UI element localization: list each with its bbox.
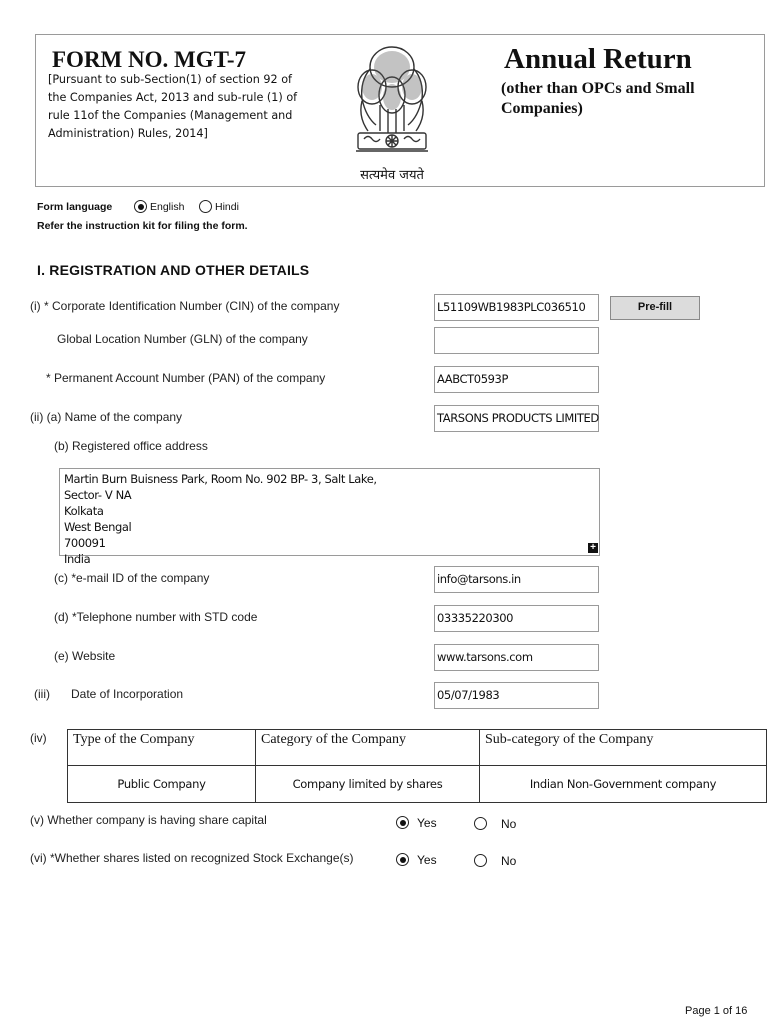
table-header-cell: Category of the Company xyxy=(256,730,480,766)
cin-label: (i) * Corporate Identification Number (CIN) of the company xyxy=(30,299,340,313)
pan-field[interactable]: AABCT0593P xyxy=(434,366,599,393)
stock-exchange-no-option[interactable] xyxy=(474,852,516,870)
stock-exchange-question: (vi) *Whether shares listed on recognized Stock Exchange(s) xyxy=(30,851,354,865)
pursuant-note xyxy=(48,71,316,143)
pursuant-line: [Pursuant to sub-Section(1) of section 92 of xyxy=(48,73,292,86)
incorporation-label: Date of Incorporation xyxy=(71,687,184,701)
no-label: No xyxy=(501,816,517,831)
share-capital-yes-option[interactable] xyxy=(396,814,437,832)
table-row xyxy=(68,766,767,803)
company-name-label: (ii) (a) Name of the company xyxy=(30,410,183,424)
company-name-field[interactable]: TARSONS PRODUCTS LIMITED xyxy=(434,405,599,432)
incorporation-date-field[interactable]: 05/07/1983 xyxy=(434,682,599,709)
address-line: India xyxy=(64,552,91,566)
yes-label: Yes xyxy=(417,852,437,867)
table-header-row xyxy=(68,730,767,766)
yes-label: Yes xyxy=(417,815,437,830)
instruction-note: Refer the instruction kit for filing the form. xyxy=(37,220,248,232)
language-option-label: Hindi xyxy=(215,200,239,213)
table-cell: Public Company xyxy=(68,766,256,803)
emblem-motto: सत्यमेव जयते xyxy=(360,168,424,183)
prefill-button[interactable]: Pre-fill xyxy=(610,296,700,320)
national-emblem-icon xyxy=(332,39,452,185)
telephone-field[interactable]: 03335220300 xyxy=(434,605,599,632)
stock-exchange-yes-option[interactable] xyxy=(396,851,437,869)
share-capital-no-option[interactable] xyxy=(474,815,516,833)
page-number: Page 1 of 16 xyxy=(685,1005,748,1017)
website-label: (e) Website xyxy=(54,649,116,663)
table-cell: Company limited by shares xyxy=(256,766,480,803)
language-option-hindi[interactable] xyxy=(199,198,239,216)
gln-field[interactable] xyxy=(434,327,599,354)
company-type-table xyxy=(67,729,767,803)
section-title: I. REGISTRATION AND OTHER DETAILS xyxy=(37,262,310,278)
company-table-number: (iv) xyxy=(30,731,47,745)
form-title: Annual Return xyxy=(504,43,692,75)
website-field[interactable]: www.tarsons.com xyxy=(434,644,599,671)
incorporation-number: (iii) xyxy=(34,687,50,701)
gln-label: Global Location Number (GLN) of the company xyxy=(57,332,308,346)
address-line: West Bengal xyxy=(64,520,132,534)
radio-selected-icon[interactable] xyxy=(396,853,409,866)
form-header xyxy=(35,34,765,187)
radio-unselected-icon[interactable] xyxy=(474,817,487,830)
radio-selected-icon[interactable] xyxy=(134,200,147,213)
address-line: Sector- V NA xyxy=(64,488,132,502)
radio-unselected-icon[interactable] xyxy=(199,200,212,213)
table-header-cell: Type of the Company xyxy=(68,730,256,766)
table-header-cell: Sub-category of the Company xyxy=(480,730,767,766)
pursuant-line: the Companies Act, 2013 and sub-rule (1) of xyxy=(48,91,298,104)
address-line: 700091 xyxy=(64,536,106,550)
pursuant-line: rule 11of the Companies (Management and xyxy=(48,109,293,122)
expand-icon[interactable]: + xyxy=(588,543,598,553)
form-number: FORM NO. MGT-7 xyxy=(52,47,246,72)
form-language-label: Form language xyxy=(37,201,113,213)
radio-selected-icon[interactable] xyxy=(396,816,409,829)
pan-label: * Permanent Account Number (PAN) of the company xyxy=(46,371,326,385)
address-field[interactable] xyxy=(59,468,600,566)
cin-field[interactable]: L51109WB1983PLC036510 xyxy=(434,294,599,321)
language-option-english[interactable] xyxy=(134,198,184,216)
radio-unselected-icon[interactable] xyxy=(474,854,487,867)
form-subtitle: (other than OPCs and Small Companies) xyxy=(501,80,695,117)
no-label: No xyxy=(501,853,517,868)
address-line: Kolkata xyxy=(64,504,104,518)
share-capital-question: (v) Whether company is having share capital xyxy=(30,813,267,827)
address-line: Martin Burn Buisness Park, Room No. 902 BP- 3, Salt Lake, xyxy=(64,472,377,486)
email-field[interactable]: info@tarsons.in xyxy=(434,566,599,593)
telephone-label: (d) *Telephone number with STD code xyxy=(54,610,258,624)
table-cell: Indian Non-Government company xyxy=(480,766,767,803)
pursuant-line: Administration) Rules, 2014] xyxy=(48,127,208,140)
address-label: (b) Registered office address xyxy=(54,439,208,453)
email-label: (c) *e-mail ID of the company xyxy=(54,571,210,585)
language-option-label: English xyxy=(150,200,185,213)
